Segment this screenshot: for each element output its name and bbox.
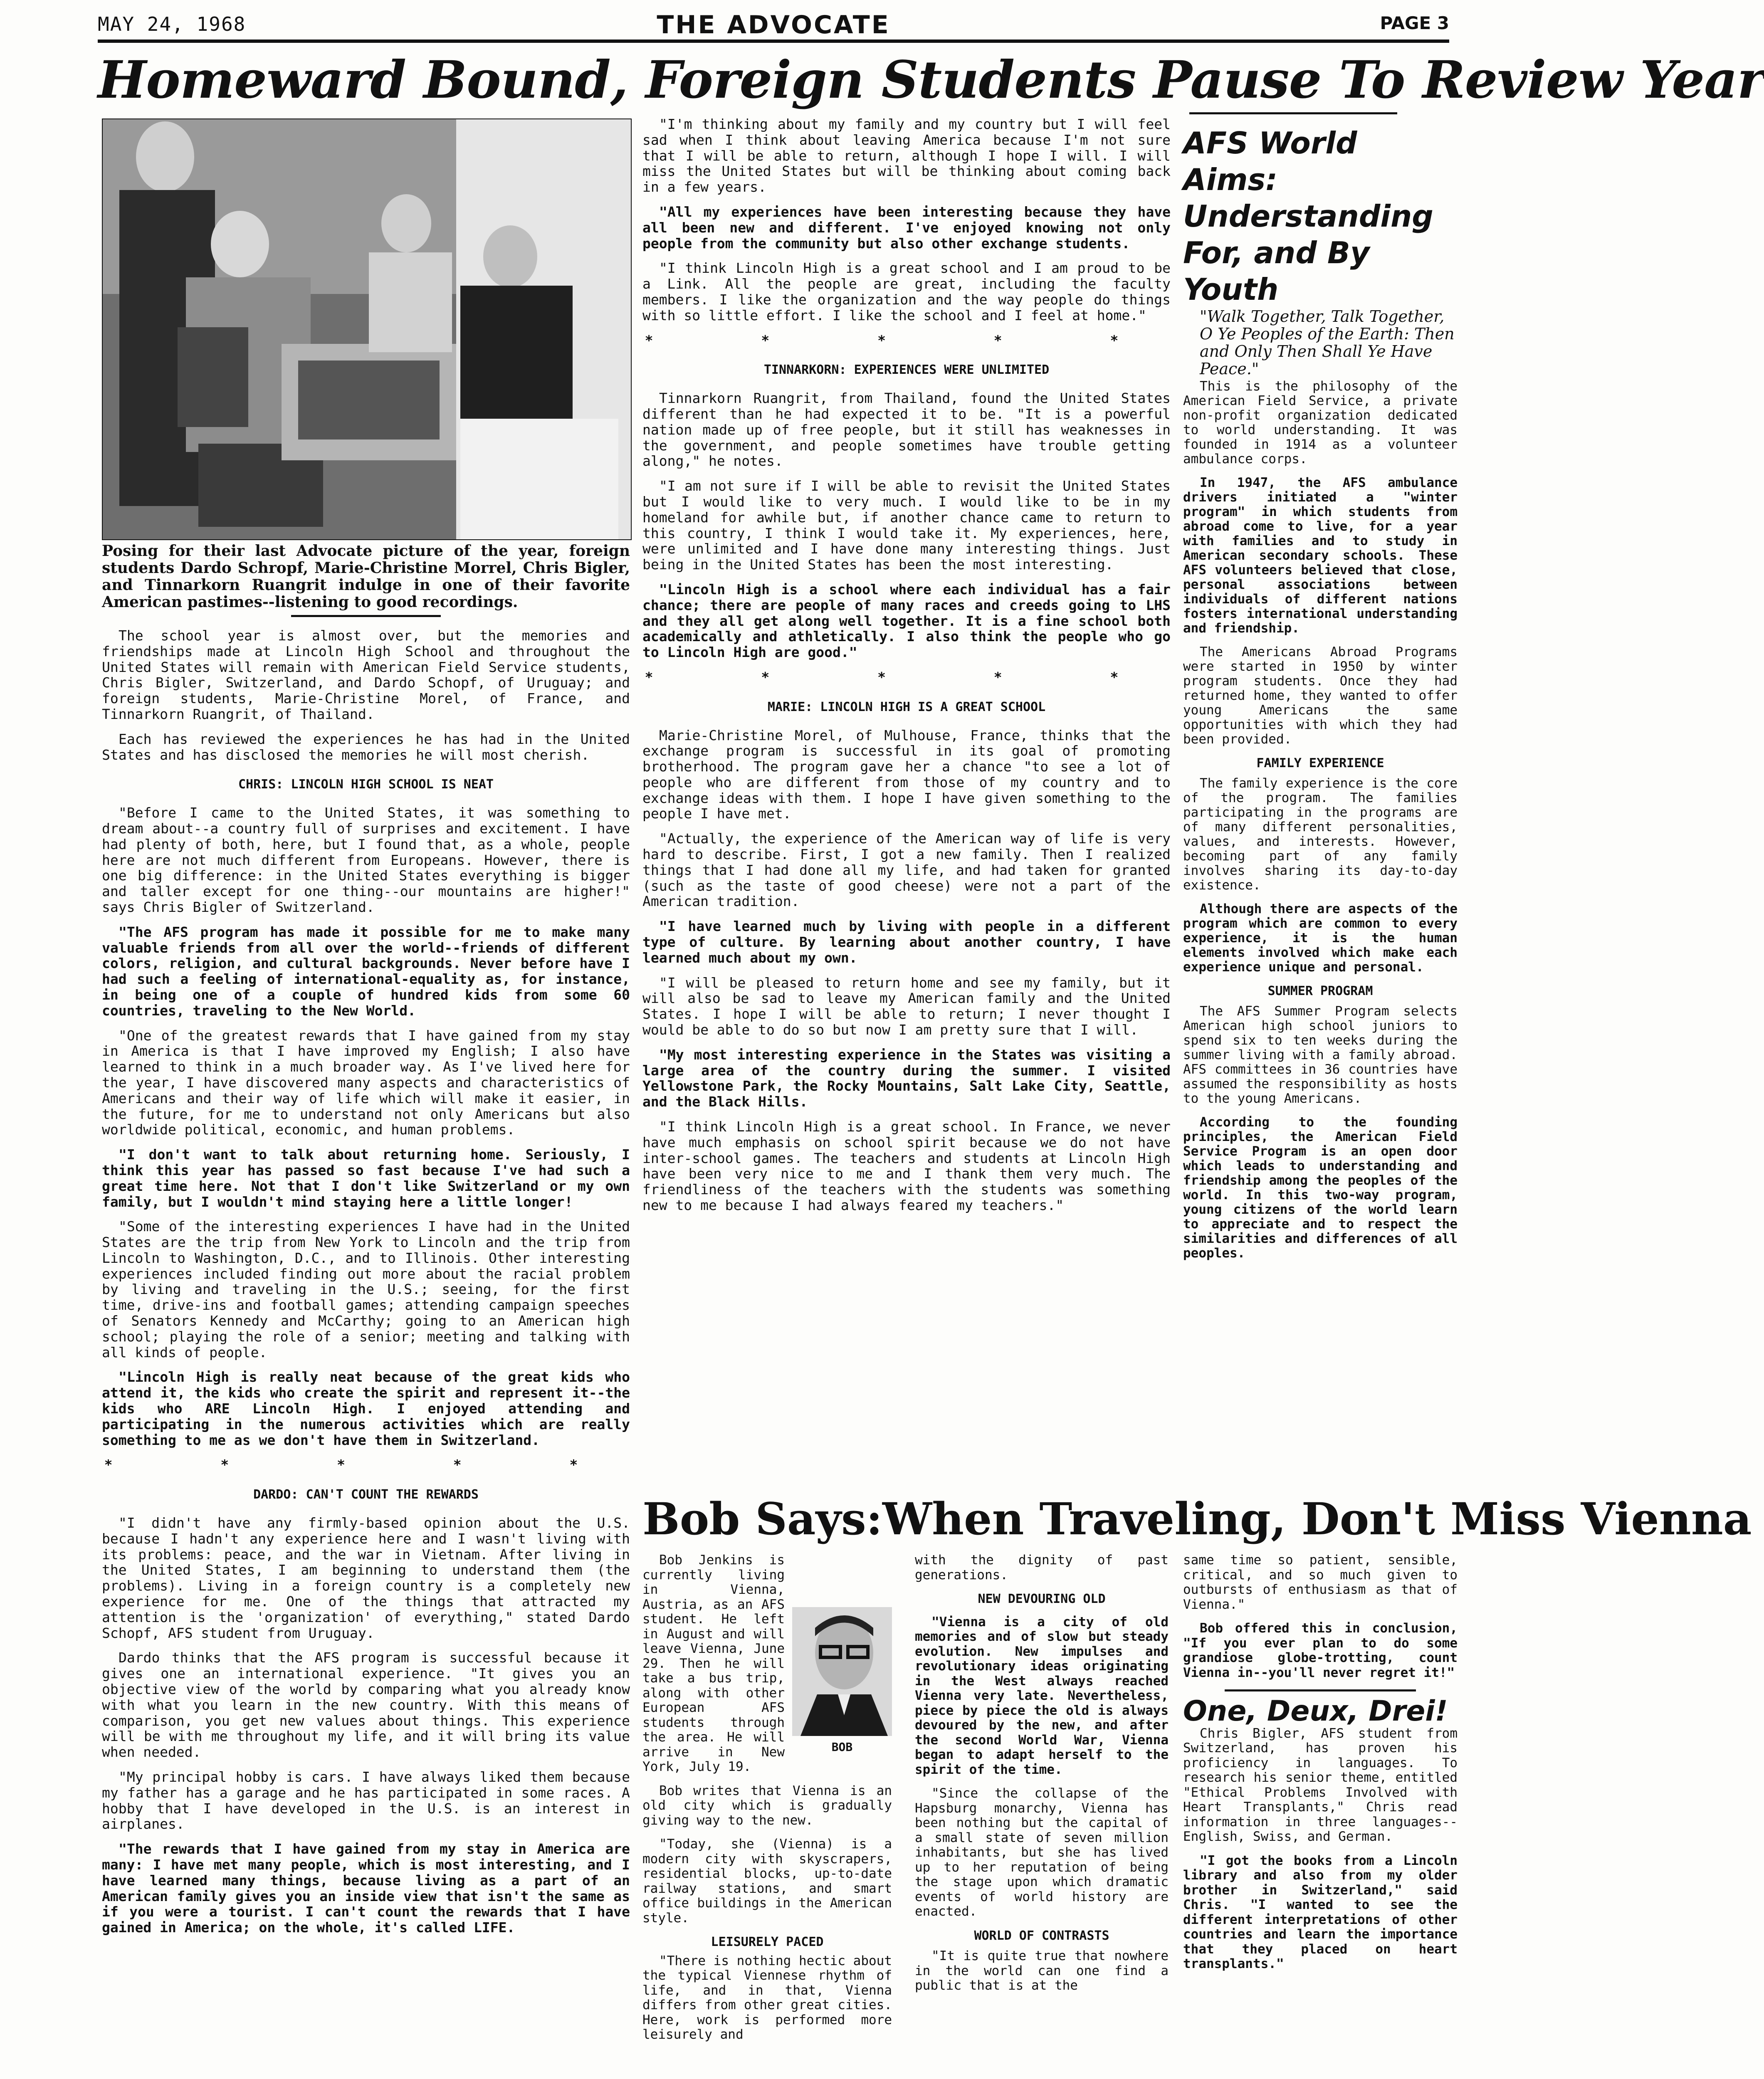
bob-photo	[792, 1607, 892, 1736]
paragraph: "All my experiences have been interesting because they have all been new and different. I've enjoyed knowing not only people from the community but also other exchange students.	[642, 203, 1171, 252]
section-divider-stars: * * * * *	[645, 669, 1169, 685]
paragraph: The family experience is the core of the program. The families participating in the programs are of many different personalities, values, and interests. However, becoming part of any family involves sharing its day-to-day existence.	[1183, 776, 1458, 893]
paragraph: "I am not sure if I will be able to revisit the United States but I would like to very much. I would like to be in my homeland for awhile but, if another chance came to return to this country, I think I would take it. My experiences, here, were unlimited and I have done many interesting things. Just being in the United States has been the most interesting.	[642, 478, 1171, 573]
paragraph: "I don't want to talk about returning home. Seriously, I think this year has passed so fast because I've had such a great time here. Not that I don't like Switzerland or my own family, but I wouldn't mind staying here a little longer!	[102, 1146, 630, 1210]
paragraph: same time so patient, sensible, critical, and so much given to outbursts of enthusiasm as that of Vienna."	[1183, 1553, 1458, 1612]
section-divider-stars: * * * * *	[645, 332, 1169, 348]
paragraph: The school year is almost over, but the memories and friendships made at Lincoln High School and throughout the United States will remain with American Field Service students, Chris Bigler, Switzerland, and Dardo Schopf, of Uruguay; and foreign students, Marie-Christine Morel, of France, and Tinnarkorn Ruangrit, of Thailand.	[102, 627, 630, 722]
subheading-world-of-contrasts: WORLD OF CONTRASTS	[974, 1928, 1109, 1943]
one-deux-drei-headline: One, Deux, Drei!	[1183, 1695, 1448, 1728]
subheading-marie: MARIE: LINCOLN HIGH IS A GREAT SCHOOL	[767, 699, 1046, 714]
subheading-tinnarkorn: TINNARKORN: EXPERIENCES WERE UNLIMITED	[763, 363, 1050, 378]
section-rule	[1225, 1689, 1416, 1691]
sidebar-headline: AFS World Aims: Understanding For, and By Youth	[1183, 126, 1433, 307]
paragraph: Each has reviewed the experiences he has had in the United States and has disclosed the memories he will most cherish.	[102, 731, 630, 763]
paragraph: "My principal hobby is cars. I have always liked them because my father has a garage and he has participated in some races. A hobby that I have developed in the U.S. is an interest in airplanes.	[102, 1769, 630, 1832]
masthead	[98, 10, 1449, 43]
paragraph: "I'm thinking about my family and my country but I will feel sad when I think about leaving America because I'm not sure that I will be able to return, although I hope I will. I will miss the United States but will be thinking about coming back in a few years.	[642, 116, 1171, 195]
sidebar-top-rule	[1189, 112, 1397, 114]
paragraph: "I got the books from a Lincoln library and also from my older brother in Switzerland," said Chris. "I wanted to see the different interpretations of other countries and learn the importance that they placed on heart transplants."	[1183, 1853, 1458, 1971]
sidebar-quote: "Walk Together, Talk Together, O Ye Peoples of the Earth: Then and Only Then Shall Ye Have Peace."	[1200, 307, 1455, 378]
article-column-1	[102, 543, 630, 1945]
subheading-chris: CHRIS: LINCOLN HIGH SCHOOL IS NEAT	[238, 777, 494, 792]
paragraph: "I have learned much by living with people in a different type of culture. By learning about another country, I have learned much about my own.	[642, 918, 1171, 966]
students-photo	[102, 119, 632, 540]
page-number: PAGE 3	[1380, 13, 1449, 33]
paragraph: Bob Jenkins is currently living in Vienna, Austria, as an AFS student. He left in August and will leave Vienna, June 29. Then he will take a bus trip, along with other European AFS students through the area. He will arrive in New York, July 19.	[642, 1553, 785, 1774]
article-column-2	[642, 116, 1171, 1222]
paragraph: Dardo thinks that the AFS program is successful because it gives one an international experience. "It gives you an objective view of the world by comparing what you already know with what you learn in the new country. With this means of comparison, you get new values about things. This experience will be with me throughout my life, and it will bring its value when needed.	[102, 1649, 630, 1760]
paragraph: "The AFS program has made it possible for me to make many valuable friends from all over the world--friends of different colors, religion, and cultural backgrounds. Never before have I had such a feeling of international-equality as, for instance, in being one of a couple of hundred kids from some 60 countries, traveling to the New World.	[102, 923, 630, 1019]
paragraph: Chris Bigler, AFS student from Switzerland, has proven his proficiency in languages. To research his senior theme, entitled "Ethical Problems Involved with Heart Transplants," Chris read information in three languages--English, Swiss, and German.	[1183, 1726, 1458, 1844]
subheading-summer: SUMMER PROGRAM	[1267, 984, 1373, 998]
paragraph: "Lincoln High is a school where each individual has a fair chance; there are people of many races and creeds going to LHS and they all get along well together. It is a fine school both academically and athletically. I also think the people who go to Lincoln High are good."	[642, 581, 1171, 661]
paragraph: with the dignity of past generations.	[915, 1553, 1169, 1583]
paragraph: The AFS Summer Program selects American high school juniors to spend six to ten weeks during the summer living with a family abroad. AFS committees in 36 countries have assumed the responsibility as hosts to the young Americans.	[1183, 1004, 1458, 1106]
paragraph: Marie-Christine Morel, of Mulhouse, France, thinks that the exchange program is successful in its goal of promoting brotherhood. The program gave her a chance "to see a lot of people who are different from those of my country and to exchange ideas with them. I hope I have given something to the people I have met.	[642, 727, 1171, 822]
newspaper-name: THE ADVOCATE	[657, 10, 890, 40]
paragraph: "I didn't have any firmly-based opinion about the U.S. because I hadn't any experience here and I wasn't living with its problems: peace, and the war in Vietnam. After living in the United States, I am beginning to understand them (the problems). Living in a foreign country is a completely new experience for me. One of the things that attracted my attention is the 'organization' of everything," stated Dardo Schopf, AFS student from Uruguay.	[102, 1515, 630, 1641]
paragraph: "My most interesting experience in the States was visiting a large area of the country during the summer. I visited Yellowstone Park, the Rocky Mountains, Salt Lake City, Seattle, and the Black Hills.	[642, 1046, 1171, 1110]
students-photo-illustration	[103, 119, 631, 539]
sidebar-afs-world-aims	[1183, 125, 1458, 1270]
paragraph: "Vienna is a city of old memories and of slow but steady evolution. New impulses and revolutionary ideas originating in the West always reached Vienna very late. Nevertheless, piece by piece the old is always devoured by the new, and after the second World War, Vienna began to adapt herself to the spirit of the time.	[915, 1614, 1169, 1777]
bob-column-1	[642, 1553, 892, 2052]
paragraph: In 1947, the AFS ambulance drivers initiated a "winter program" in which students from abroad come to live, for a year with families and to study in American secondary schools. These AFS volunteers believed that close, personal associations between individuals of different nations fosters international understanding and friendship.	[1183, 475, 1458, 636]
paragraph: According to the founding principles, the American Field Service Program is an open door which leads to understanding and friendship among the peoples of the world. In this two-way program, young citizens of the world learn to appreciate and to respect the similarities and differences of all peoples.	[1183, 1115, 1458, 1261]
paragraph: Bob writes that Vienna is an old city which is gradually giving way to the new.	[642, 1783, 892, 1828]
paragraph: This is the philosophy of the American Field Service, a private non-profit organization dedicated to world understanding. It was founded in 1914 as a volunteer ambulance corps.	[1183, 379, 1458, 467]
paragraph: "There is nothing hectic about the typical Viennese rhythm of life, and in that, Vienna differs from other great cities. Here, work is performed more leisurely and	[642, 1953, 892, 2042]
paragraph: Tinnarkorn Ruangrit, from Thailand, found the United States different than he had expected it to be. "It is a powerful nation made up of free people, but it still has weaknesses in the government, and people sometimes have trouble getting along," he notes.	[642, 390, 1171, 469]
paragraph: "Lincoln High is really neat because of the great kids who attend it, the kids who create the spirit and represent it--the kids who ARE Lincoln High. I enjoyed attending and participating in the numerous activities which are really something to me as we don't have them in Switzerland.	[102, 1369, 630, 1448]
paragraph: "Some of the interesting experiences I have had in the United States are the trip from New York to Lincoln and the trip from Lincoln to Washington, D.C., and to Illinois. Other interesting experiences included finding out more about the racial problem by living and traveling in the U.S.; seeing, for the first time, drive-ins and football games; attending campaign speeches of Senators Kennedy and McCarthy; going to an American high school; playing the role of a senior; meeting and talking with all kinds of people.	[102, 1218, 630, 1360]
paragraph: The Americans Abroad Programs were started in 1950 by winter program students. Once they had returned home, they wanted to offer young Americans the same opportunities with which they had been provided.	[1183, 644, 1458, 747]
main-headline: Homeward Bound, Foreign Students Pause To Review Year	[98, 50, 1764, 110]
subheading-new-devouring-old: NEW DEVOURING OLD	[978, 1592, 1106, 1606]
subheading-leisurely: LEISURELY PACED	[711, 1935, 824, 1949]
paragraph: "One of the greatest rewards that I have gained from my stay in America is that I have improved my English; I also have learned to think in a much broader way. As I've lived here for the year, I have discovered many aspects and characteristics of Americans and their way of life which will make it easier, in the future, for me to understand not only Americans but also worldwide political, economic, and human problems.	[102, 1027, 630, 1138]
subheading-dardo: DARDO: CAN'T COUNT THE REWARDS	[253, 1487, 479, 1502]
photo-caption: Posing for their last Advocate picture of the year, foreign students Dardo Schropf, Marie-Christine Morrel, Chris Bigler, and Tinnarkorn Ruangrit indulge in one of their favorite American pastimes--listening to good recordings.	[102, 542, 630, 611]
section-divider-stars: * * * * *	[104, 1457, 628, 1473]
paragraph: "Today, she (Vienna) is a modern city with skyscrapers, residential blocks, up-to-date railway stations, and smart office buildings in the American style.	[642, 1837, 892, 1926]
bob-column-2	[915, 1553, 1169, 2002]
bob-column-3	[1183, 1553, 1458, 1981]
paragraph: "The rewards that I have gained from my stay in America are many: I have met many people, which is most interesting, and I have learned many things, because living as a part of an American family gives you an inside view that isn't the same as if you were a tourist. I can't count the rewards that I have gained in America; on the whole, it's called LIFE.	[102, 1841, 630, 1936]
paragraph: "I think Lincoln High is a great school. In France, we never have much emphasis on school spirit because we do not have inter-school games. The teachers and students at Lincoln High have been very nice to me and I thank them very much. The friendliness of the teachers with the students was something new to me because I had always feared my teachers."	[642, 1119, 1171, 1214]
bob-photo-label: BOB	[831, 1740, 853, 1754]
paragraph: "Before I came to the United States, it was something to dream about--a country full of surprises and excitement. I have had plenty of both, here, but I found that, as a whole, people here are not much different from Europeans. However, there is one big difference: in the United States everything is bigger and taller except for one thing--our mountains are higher!" says Chris Bigler of Switzerland.	[102, 805, 630, 915]
paragraph: "I will be pleased to return home and see my family, but it will also be sad to leave my American family and the United States. I hope I will be able to return; I never thought I would be able to do so but now I am pretty sure that I will.	[642, 974, 1171, 1038]
caption-divider	[291, 615, 441, 617]
bob-photo-box	[792, 1607, 892, 1754]
bob-headline: Bob Says:When Traveling, Don't Miss Vienna	[642, 1493, 1752, 1545]
paragraph: "Since the collapse of the Hapsburg monarchy, Vienna has been nothing but the capital of a small state of seven million inhabitants, but she has lived up to her reputation of being the stage upon which dramatic events of world history are enacted.	[915, 1786, 1169, 1919]
paragraph: "Actually, the experience of the American way of life is very hard to describe. First, I got a new family. Then I realized things that I had done all my life, and had taken for granted (such as the taste of good cheese) were not a part of the American tradition.	[642, 830, 1171, 910]
paragraph: "It is quite true that nowhere in the world can one find a public that is at the	[915, 1948, 1169, 1993]
paragraph: Although there are aspects of the program which are common to every experience, it is the human elements involved which make each experience unique and personal.	[1183, 901, 1458, 975]
subheading-family: FAMILY EXPERIENCE	[1256, 756, 1384, 770]
paragraph: Bob offered this in conclusion, "If you ever plan to do some grandiose globe-trotting, count Vienna in--you'll never regret it!"	[1183, 1621, 1458, 1680]
issue-date: MAY 24, 1968	[98, 13, 246, 35]
paragraph: "I think Lincoln High is a great school and I am proud to be a Link. All the people are great, including the faculty members. I like the organization and the way people do things with so little effort. I like the school and I feel at home."	[642, 260, 1171, 323]
